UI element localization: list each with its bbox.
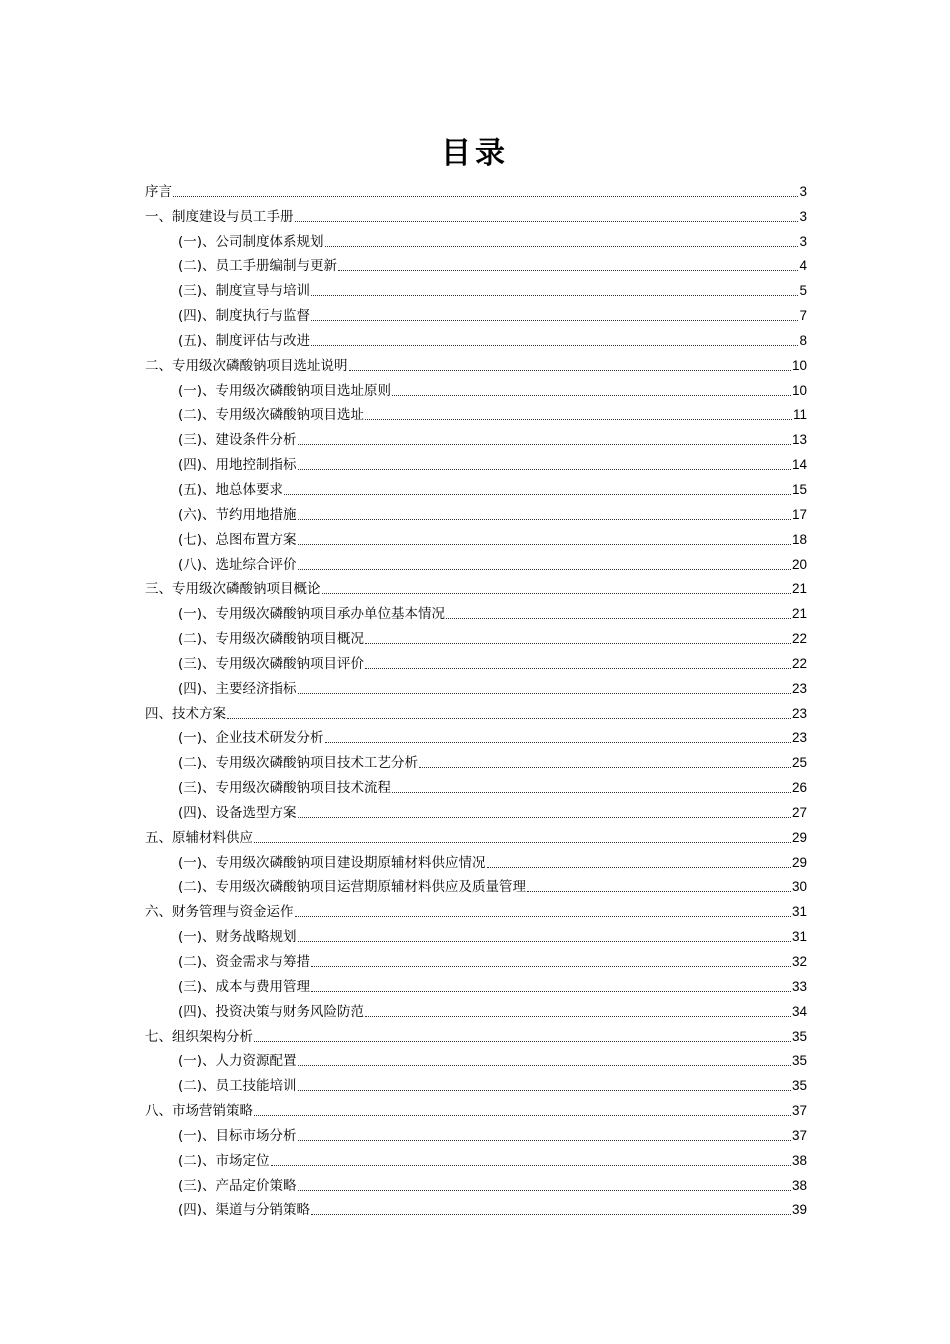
toc-subentry[interactable] [145, 971, 807, 996]
toc-entry[interactable] [145, 822, 807, 847]
toc-entry-label: (七)、总图布置方案 [178, 531, 297, 548]
toc-entry-label: (三)、产品定价策略 [178, 1177, 297, 1194]
toc-subentry[interactable] [145, 251, 807, 276]
dot-leader [173, 196, 798, 197]
toc-entry-label: (二)、专用级次磷酸钠项目技术工艺分析 [178, 755, 419, 772]
dot-leader [365, 1016, 791, 1017]
toc-page-number: 25 [791, 755, 807, 771]
toc-entry-label: (一)、财务战略规划 [178, 929, 297, 946]
dot-leader [322, 593, 791, 594]
toc-entry-label: 二、专用级次磷酸钠项目选址说明 [145, 357, 348, 374]
toc-page-number: 11 [792, 407, 807, 423]
toc-entry-label: (二)、专用级次磷酸钠项目运营期原辅材料供应及质量管理 [178, 879, 527, 896]
toc-page-number: 15 [791, 481, 807, 497]
toc-subentry[interactable] [145, 549, 807, 574]
dot-leader [419, 767, 791, 768]
toc-page-number: 37 [791, 1127, 807, 1143]
toc-page-number: 29 [791, 854, 807, 870]
toc-entry[interactable] [145, 1021, 807, 1046]
toc-page-number: 3 [799, 233, 807, 249]
toc-subentry[interactable] [145, 946, 807, 971]
toc-entry-label: (八)、选址综合评价 [178, 556, 297, 573]
toc-page-number: 31 [791, 929, 807, 945]
toc-page-number: 22 [791, 655, 807, 671]
toc-page-number: 23 [791, 680, 807, 696]
toc-subentry[interactable] [145, 772, 807, 797]
toc-page-number: 3 [799, 208, 807, 224]
dot-leader [365, 419, 792, 420]
toc-entry-label: (三)、成本与费用管理 [178, 978, 311, 995]
toc-entry[interactable] [145, 1095, 807, 1120]
dot-leader [227, 718, 791, 719]
toc-subentry[interactable] [145, 275, 807, 300]
toc-entry-label: 七、组织架构分析 [145, 1028, 253, 1045]
toc-entry-label: (二)、专用级次磷酸钠项目概况 [178, 631, 365, 648]
dot-leader [298, 817, 791, 818]
dot-leader [298, 469, 791, 470]
toc-subentry[interactable] [145, 499, 807, 524]
dot-leader [311, 295, 798, 296]
dot-leader [349, 370, 791, 371]
toc-page-number: 7 [799, 308, 807, 324]
dot-leader [298, 544, 791, 545]
toc-subentry[interactable] [145, 872, 807, 897]
toc-page-number: 23 [791, 730, 807, 746]
toc-entry-label: (一)、人力资源配置 [178, 1053, 297, 1070]
toc-entry[interactable] [145, 896, 807, 921]
toc-page-number: 31 [791, 904, 807, 920]
toc-page-number: 21 [791, 606, 807, 622]
dot-leader [392, 395, 791, 396]
toc-page-number: 38 [791, 1152, 807, 1168]
toc-page-number: 13 [791, 432, 807, 448]
toc-subentry[interactable] [145, 847, 807, 872]
toc-page-number: 23 [791, 705, 807, 721]
toc-subentry[interactable] [145, 1145, 807, 1170]
toc-page-number: 17 [791, 506, 807, 522]
toc-page-number: 33 [791, 978, 807, 994]
dot-leader [365, 643, 791, 644]
toc-entry-label: (一)、企业技术研发分析 [178, 730, 324, 747]
toc-subentry[interactable] [145, 723, 807, 748]
toc-page-number: 29 [791, 829, 807, 845]
toc-entry-label: 一、制度建设与员工手册 [145, 208, 294, 225]
toc-entry-label: 六、财务管理与资金运作 [145, 904, 294, 921]
toc-page-number: 8 [799, 332, 807, 348]
toc-page-number: 26 [791, 780, 807, 796]
toc-page-number: 35 [791, 1078, 807, 1094]
toc-page-number: 4 [799, 258, 807, 274]
toc-entry-label: 五、原辅材料供应 [145, 829, 253, 846]
toc-entry-label: (四)、制度执行与监督 [178, 308, 311, 325]
dot-leader [446, 618, 791, 619]
dot-leader [311, 991, 791, 992]
dot-leader [298, 1065, 791, 1066]
dot-leader [311, 345, 798, 346]
toc-entry-label: (六)、节约用地措施 [178, 506, 297, 523]
toc-subentry[interactable] [145, 747, 807, 772]
toc-entry-label: (二)、市场定位 [178, 1152, 270, 1169]
dot-leader [298, 1140, 791, 1141]
toc-subentry[interactable] [145, 524, 807, 549]
toc-entry-label: (三)、建设条件分析 [178, 432, 297, 449]
dot-leader [254, 1041, 791, 1042]
toc-entry-label: 四、技术方案 [145, 705, 226, 722]
toc-subentry[interactable] [145, 648, 807, 673]
toc-subentry[interactable] [145, 226, 807, 251]
dot-leader [298, 519, 791, 520]
dot-leader [254, 1115, 791, 1116]
dot-leader [254, 842, 791, 843]
toc-subentry[interactable] [145, 1170, 807, 1195]
toc-entry-label: (一)、专用级次磷酸钠项目选址原则 [178, 382, 392, 399]
toc-entry-label: (二)、员工手册编制与更新 [178, 258, 338, 275]
toc-subentry[interactable] [145, 797, 807, 822]
toc-page-number: 14 [791, 457, 807, 473]
dot-leader [298, 941, 791, 942]
toc-subentry[interactable] [145, 1070, 807, 1095]
toc-page-number: 32 [791, 954, 807, 969]
toc-subentry[interactable] [145, 1046, 807, 1071]
toc-subentry[interactable] [145, 474, 807, 499]
toc-entry-label: (三)、制度宣导与培训 [178, 283, 311, 300]
toc-entry-label: (四)、主要经济指标 [178, 680, 297, 697]
toc-entry-label: (一)、目标市场分析 [178, 1127, 297, 1144]
toc-entry-label: (一)、专用级次磷酸钠项目建设期原辅材料供应情况 [178, 854, 486, 871]
dot-leader [338, 270, 798, 271]
dot-leader [325, 742, 791, 743]
toc-page-number: 37 [791, 1103, 807, 1119]
table-of-contents [145, 176, 807, 1219]
toc-page-number: 18 [791, 531, 807, 547]
toc-subentry[interactable] [145, 300, 807, 325]
toc-entry-label: (五)、制度评估与改进 [178, 332, 311, 349]
toc-page-number: 5 [799, 283, 807, 299]
dot-leader [298, 444, 791, 445]
toc-page-number: 10 [791, 357, 807, 373]
toc-entry-label: (五)、地总体要求 [178, 481, 284, 498]
toc-entry-label: (二)、资金需求与筹措 [178, 954, 311, 970]
toc-entry-label: (四)、投资决策与财务风险防范 [178, 1003, 365, 1020]
toc-subentry[interactable] [145, 424, 807, 449]
toc-entry-label: (二)、专用级次磷酸钠项目选址 [178, 407, 365, 424]
toc-subentry[interactable] [145, 400, 807, 425]
toc-page-number: 30 [791, 879, 807, 895]
toc-page-number: 10 [791, 382, 807, 398]
dot-leader [392, 792, 791, 793]
toc-entry-label: (四)、设备选型方案 [178, 804, 297, 821]
toc-subentry[interactable] [145, 325, 807, 350]
toc-page-number: 35 [791, 1028, 807, 1044]
toc-page-number: 39 [791, 1202, 807, 1218]
page-title: 目录 [441, 136, 509, 171]
toc-entry[interactable] [145, 698, 807, 723]
toc-entry-label: (四)、用地控制指标 [178, 457, 297, 474]
dot-leader [487, 867, 791, 868]
toc-entry-label: (一)、专用级次磷酸钠项目承办单位基本情况 [178, 606, 446, 623]
toc-entry-label: 序言 [145, 183, 172, 200]
toc-subentry[interactable] [145, 921, 807, 946]
dot-leader [271, 1165, 791, 1166]
toc-subentry[interactable] [145, 449, 807, 474]
dot-leader [311, 320, 798, 321]
toc-entry[interactable] [145, 350, 807, 375]
dot-leader [365, 668, 791, 669]
toc-entry-label: 八、市场营销策略 [145, 1103, 253, 1120]
dot-leader [527, 891, 791, 892]
dot-leader [311, 966, 791, 967]
toc-entry[interactable] [145, 574, 807, 599]
toc-page-number: 21 [791, 581, 807, 597]
toc-subentry[interactable] [145, 375, 807, 400]
dot-leader [298, 1090, 791, 1091]
toc-entry-label: (三)、专用级次磷酸钠项目评价 [178, 655, 365, 672]
dot-leader [295, 221, 799, 222]
toc-page-number: 35 [791, 1053, 807, 1069]
toc-entry[interactable] [145, 201, 807, 226]
dot-leader [295, 916, 791, 917]
toc-entry-label: (二)、员工技能培训 [178, 1078, 297, 1095]
dot-leader [325, 246, 799, 247]
dot-leader [298, 693, 791, 694]
dot-leader [298, 1190, 791, 1191]
toc-subentry[interactable] [145, 1195, 807, 1220]
toc-subentry[interactable] [145, 673, 807, 698]
toc-subentry[interactable] [145, 598, 807, 623]
dot-leader [298, 569, 791, 570]
toc-entry-label: (四)、渠道与分销策略 [178, 1202, 311, 1219]
toc-entry-label: 三、专用级次磷酸钠项目概论 [145, 581, 321, 598]
toc-page-number: 22 [791, 631, 807, 647]
toc-entry[interactable] [145, 176, 807, 201]
dot-leader [284, 494, 791, 495]
toc-page-number: 38 [791, 1177, 807, 1193]
toc-subentry[interactable] [145, 996, 807, 1021]
toc-page-number: 27 [791, 804, 807, 820]
toc-subentry[interactable] [145, 1120, 807, 1145]
toc-entry-label: (三)、专用级次磷酸钠项目技术流程 [178, 780, 392, 797]
toc-page-number: 34 [791, 1003, 807, 1019]
toc-entry-label: (一)、公司制度体系规划 [178, 233, 324, 250]
toc-subentry[interactable] [145, 623, 807, 648]
toc-page-number: 3 [799, 183, 807, 199]
dot-leader [311, 1214, 791, 1215]
toc-page-number: 20 [791, 556, 807, 572]
